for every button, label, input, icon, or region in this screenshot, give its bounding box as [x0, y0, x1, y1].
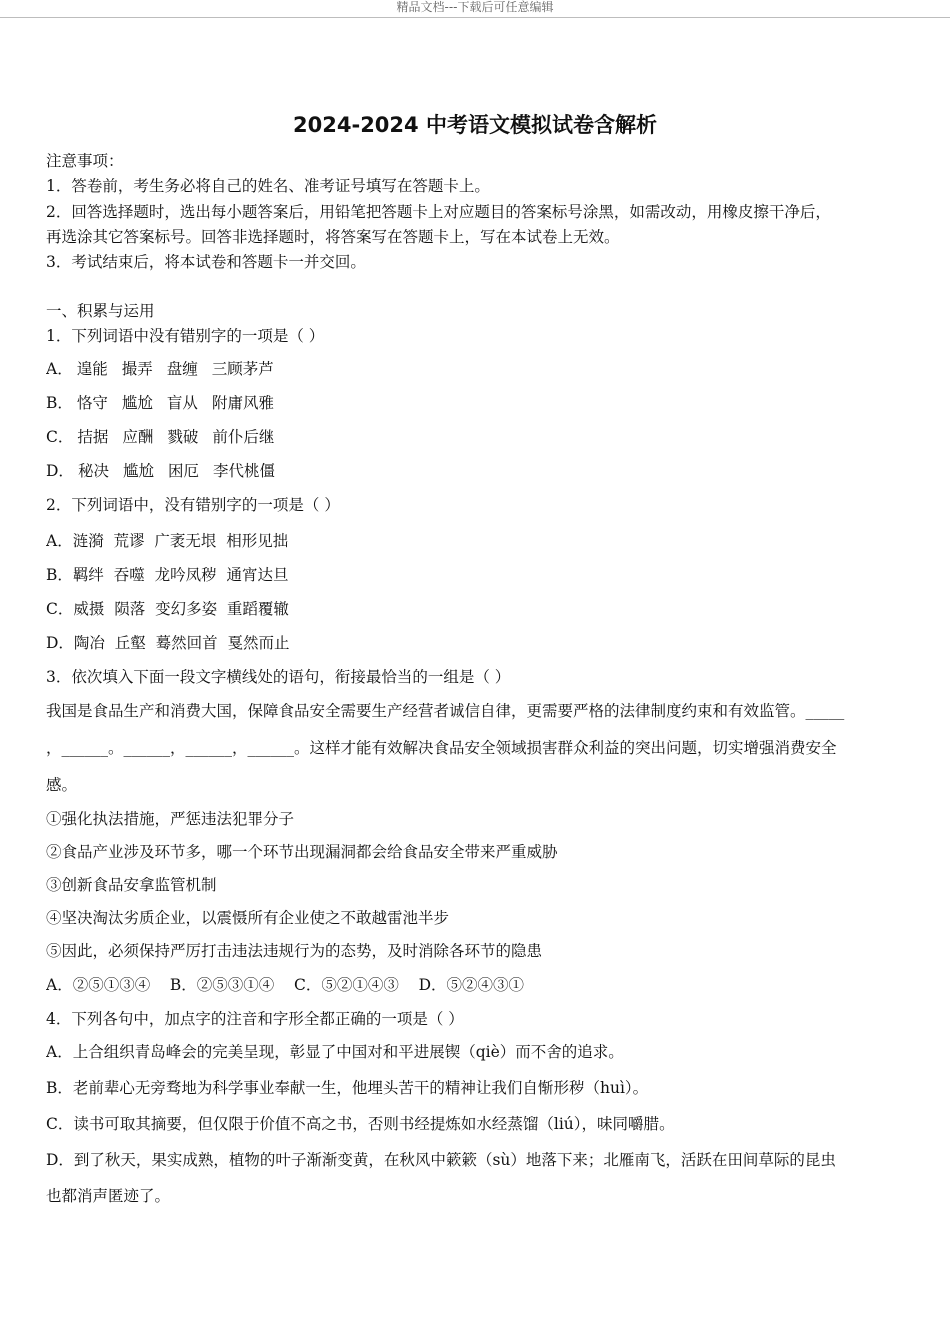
notice-item: 1．答卷前，考生务必将自己的姓名、准考证号填写在答题卡上。 [46, 177, 490, 195]
q1-option-c: C． 拮据 应酬 戮破 前仆后继 [46, 428, 275, 446]
q4-option-a: A．上合组织青岛峰会的完美呈现，彰显了中国对和平进展锲（qiè）而不舍的追求。 [46, 1043, 624, 1061]
q1-stem: 1．下列词语中没有错别字的一项是（ ） [46, 327, 325, 345]
notice-item: 2．回答选择题时，选出每小题答案后，用铅笔把答题卡上对应题目的答案标号涂黑，如需改动，用橡皮擦干净后， [46, 203, 831, 221]
q3-answers: A．②⑤①③④ B．②⑤③①④ C．⑤②①④③ D．⑤②④③① [46, 976, 524, 994]
notice-item: 再选涂其它答案标号。回答非选择题时，将答案写在答题卡上，写在本试卷上无效。 [46, 228, 620, 246]
q4-stem: 4．下列各句中，加点字的注音和字形全都正确的一项是（ ） [46, 1010, 464, 1028]
q2-stem: 2．下列词语中，没有错别字的一项是（ ） [46, 496, 340, 514]
q2-option-d: D．陶冶 丘壑 蓦然回首 戛然而止 [46, 634, 290, 652]
q4-option-d: D．到了秋天，果实成熟，植物的叶子渐渐变黄，在秋风中簌簌（sù）地落下来；北雁南飞，活跃在田间草际的昆虫 [46, 1151, 836, 1169]
page-title: 2024-2024 中考语文模拟试卷含解析 [293, 113, 657, 137]
q3-passage: 感。 [46, 776, 78, 794]
q4-option-c: C．读书可取其摘要，但仅限于价值不高之书，否则书经提炼如水经蒸馏（liú），味同嚼腊。 [46, 1115, 675, 1133]
q3-sentence: ④坚决淘汰劣质企业，以震慑所有企业使之不敢越雷池半步 [46, 909, 450, 927]
q2-option-a: A．涟漪 荒谬 广袤无垠 相形见拙 [46, 532, 289, 550]
q3-passage: 我国是食品生产和消费大国，保障食品安全需要生产经营者诚信自律，更需要严格的法律制度约束和有效监管。_____ [46, 702, 845, 720]
q3-passage: ，______。______，______，______。这样才能有效解决食品安全领域损害群众利益的突出问题，切实增强消费安全 [46, 739, 837, 757]
q3-sentence: ⑤因此，必须保持严厉打击违法违规行为的态势，及时消除各环节的隐患 [46, 942, 543, 960]
q3-sentence: ③创新食品安拿监管机制 [46, 876, 217, 894]
q1-option-d: D． 秘决 尴尬 困厄 李代桃僵 [46, 462, 275, 480]
page-header: 精品文档---下载后可任意编辑 [396, 0, 554, 14]
q3-stem: 3．依次填入下面一段文字横线处的语句，衔接最恰当的一组是（ ） [46, 668, 511, 686]
header-divider [0, 17, 950, 18]
q1-option-b: B． 恪守 尴尬 盲从 附庸风雅 [46, 394, 274, 412]
notice-heading: 注意事项： [46, 152, 124, 170]
q3-sentence: ②食品产业涉及环节多，哪一个环节出现漏洞都会给食品安全带来严重威胁 [46, 843, 558, 861]
q2-option-c: C．威摄 陨落 变幻多姿 重蹈覆辙 [46, 600, 289, 618]
section-heading: 一、积累与运用 [46, 302, 155, 320]
q3-sentence: ①强化执法措施，严惩违法犯罪分子 [46, 810, 295, 828]
q2-option-b: B．羁绊 吞噬 龙吟凤秽 通宵达旦 [46, 566, 289, 584]
q1-option-a: A． 遑能 撮弄 盘缠 三顾茅芦 [46, 360, 274, 378]
notice-item: 3．考试结束后，将本试卷和答题卡一并交回。 [46, 253, 366, 271]
emphasis-dot-text: 没有 [164, 496, 196, 514]
q4-option-b: B．老前辈心无旁骛地为科学事业奉献一生，他埋头苦干的精神让我们自惭形秽（huì）。 [46, 1079, 649, 1097]
q4-option-d-cont: 也都消声匿迹了。 [46, 1187, 171, 1205]
